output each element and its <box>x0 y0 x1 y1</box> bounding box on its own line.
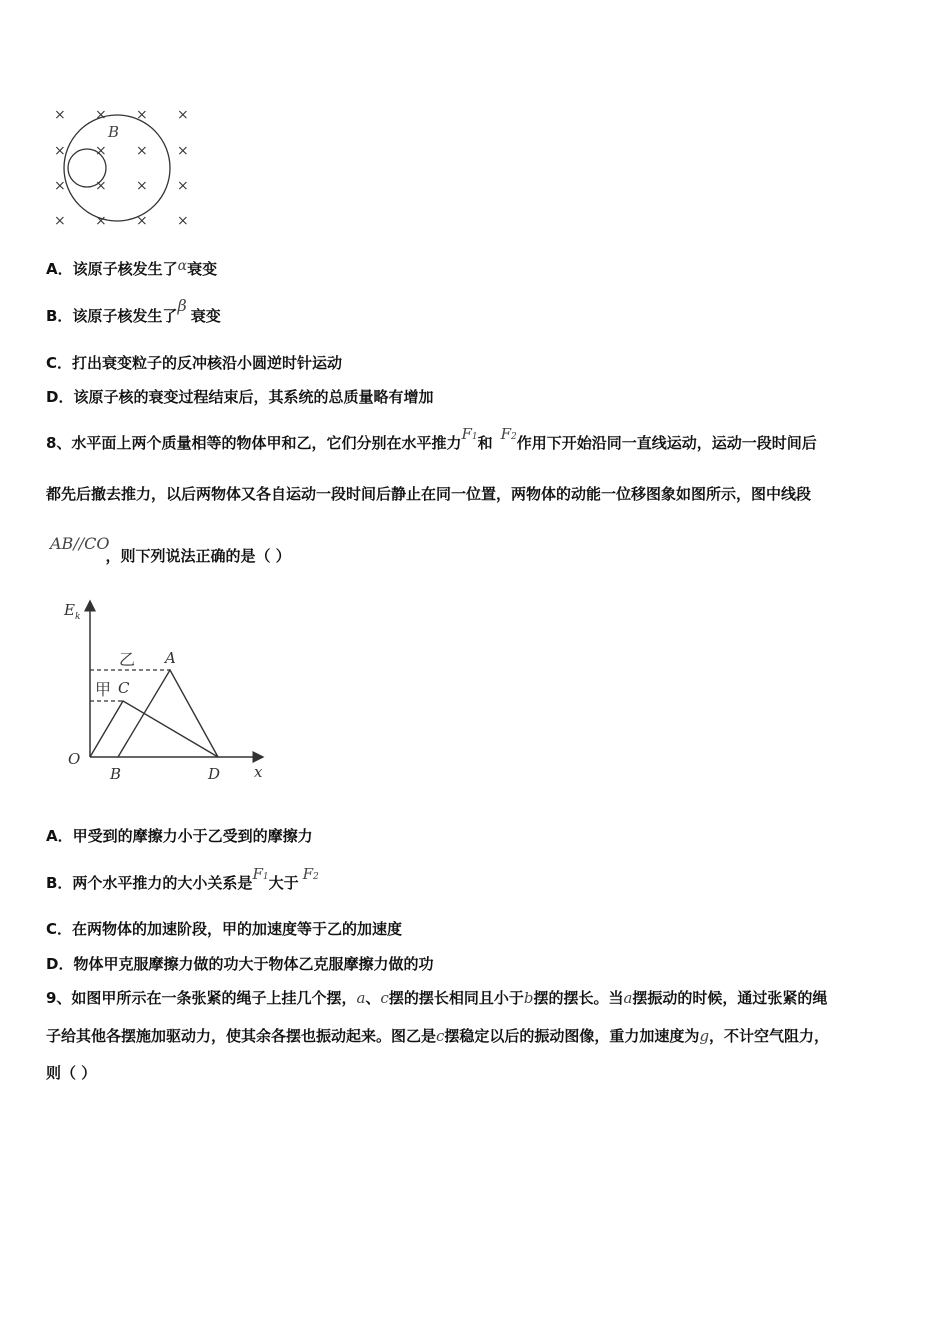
field-cross: × <box>95 213 107 228</box>
q7-option-a-suffix: 衰变 <box>187 260 218 278</box>
q7-option-a[interactable] <box>46 259 217 280</box>
point-c-label: C <box>118 679 130 697</box>
field-cross: × <box>136 178 148 194</box>
beta-symbol: β <box>177 296 187 315</box>
magnetic-field-figure <box>48 103 198 228</box>
q9-stem-line1: 9、如图甲所示在一条张紧的绳子上挂几个摆，a、c摆的摆长相同且小于b摆的摆长。当a摆振动的时候，通过张紧的绳 <box>46 989 828 1007</box>
q8-option-b-prefix: B．两个水平推力的大小关系是 <box>46 874 253 892</box>
field-cross: × <box>95 143 107 159</box>
q8-option-b[interactable] <box>46 865 319 896</box>
kinetic-energy-displacement-graph <box>58 595 273 795</box>
q9-stem-line2: 子给其他各摆施加驱动力，使其余各摆也振动起来。图乙是c摆稳定以后的振动图像，重力加速度为g，不计空气阻力， <box>46 1027 830 1045</box>
q7-option-b-prefix: B．该原子核发生了 <box>46 307 178 325</box>
q8-option-c[interactable]: C．在两物体的加速阶段，甲的加速度等于乙的加速度 <box>46 920 403 938</box>
field-cross: × <box>54 213 66 228</box>
field-cross: × <box>136 107 148 123</box>
field-cross: × <box>177 107 189 123</box>
field-cross: × <box>95 107 107 123</box>
field-cross: × <box>136 143 148 159</box>
field-cross: × <box>54 107 66 123</box>
q8-option-b-mid: 大于 <box>268 874 299 892</box>
parallel-expression: AB//CO <box>50 534 110 553</box>
force-f2: F2 <box>500 425 517 443</box>
q7-option-b[interactable] <box>46 296 221 326</box>
field-cross: × <box>177 178 189 194</box>
field-cross: × <box>136 213 148 228</box>
force-f1: F1 <box>461 425 478 443</box>
q8-stem-line3-text: ，则下列说法正确的是（ ） <box>105 547 291 565</box>
q8-stem-line2: 都先后撤去推力，以后两物体又各自运动一段时间后静止在同一位置，两物体的动能一位移图象如图所示，图中线段 <box>46 485 812 503</box>
x-axis-label: x <box>254 763 263 781</box>
field-cross: × <box>54 143 66 159</box>
q8-stem-part1: 8、水平面上两个质量相等的物体甲和乙，它们分别在水平推力 <box>46 434 462 452</box>
force-f2: F2 <box>302 865 319 883</box>
field-cross: × <box>95 178 107 194</box>
label-yi: 乙 <box>119 650 136 669</box>
y-axis-label: $E_k$ <box>64 601 81 622</box>
point-a-label: A <box>165 649 176 667</box>
small-orbit-circle <box>68 149 106 187</box>
q8-and: 和 <box>477 434 493 452</box>
q8-stem-line3 <box>46 534 291 566</box>
line-jia-o-c-d <box>90 701 218 757</box>
field-cross: × <box>177 213 189 228</box>
field-cross: × <box>54 178 66 194</box>
q7-option-c[interactable]: C．打出衰变粒子的反冲核沿小圆逆时针运动 <box>46 354 343 372</box>
origin-label: O <box>68 750 81 768</box>
point-b-label: B <box>110 765 122 783</box>
q7-option-a-prefix: A．该原子核发生了 <box>46 260 178 278</box>
point-d-label: D <box>208 765 221 783</box>
label-jia: 甲 <box>95 680 112 699</box>
alpha-symbol: α <box>177 258 188 274</box>
q9-stem-line3: 则（ ） <box>46 1064 97 1082</box>
force-f1: F1 <box>252 865 269 883</box>
field-label-b: B <box>108 123 120 141</box>
q8-option-a[interactable]: A．甲受到的摩擦力小于乙受到的摩擦力 <box>46 827 313 845</box>
q8-option-d[interactable]: D．物体甲克服摩擦力做的功大于物体乙克服摩擦力做的功 <box>46 955 434 973</box>
field-cross: × <box>177 143 189 159</box>
q8-stem-part2: 作用下开始沿同一直线运动，运动一段时间后 <box>516 434 817 452</box>
q8-stem-line1 <box>46 425 817 456</box>
q7-option-d[interactable]: D．该原子核的衰变过程结束后，其系统的总质量略有增加 <box>46 388 434 406</box>
q7-option-b-suffix: 衰变 <box>190 307 221 325</box>
line-yi-b-a-d <box>118 670 218 757</box>
